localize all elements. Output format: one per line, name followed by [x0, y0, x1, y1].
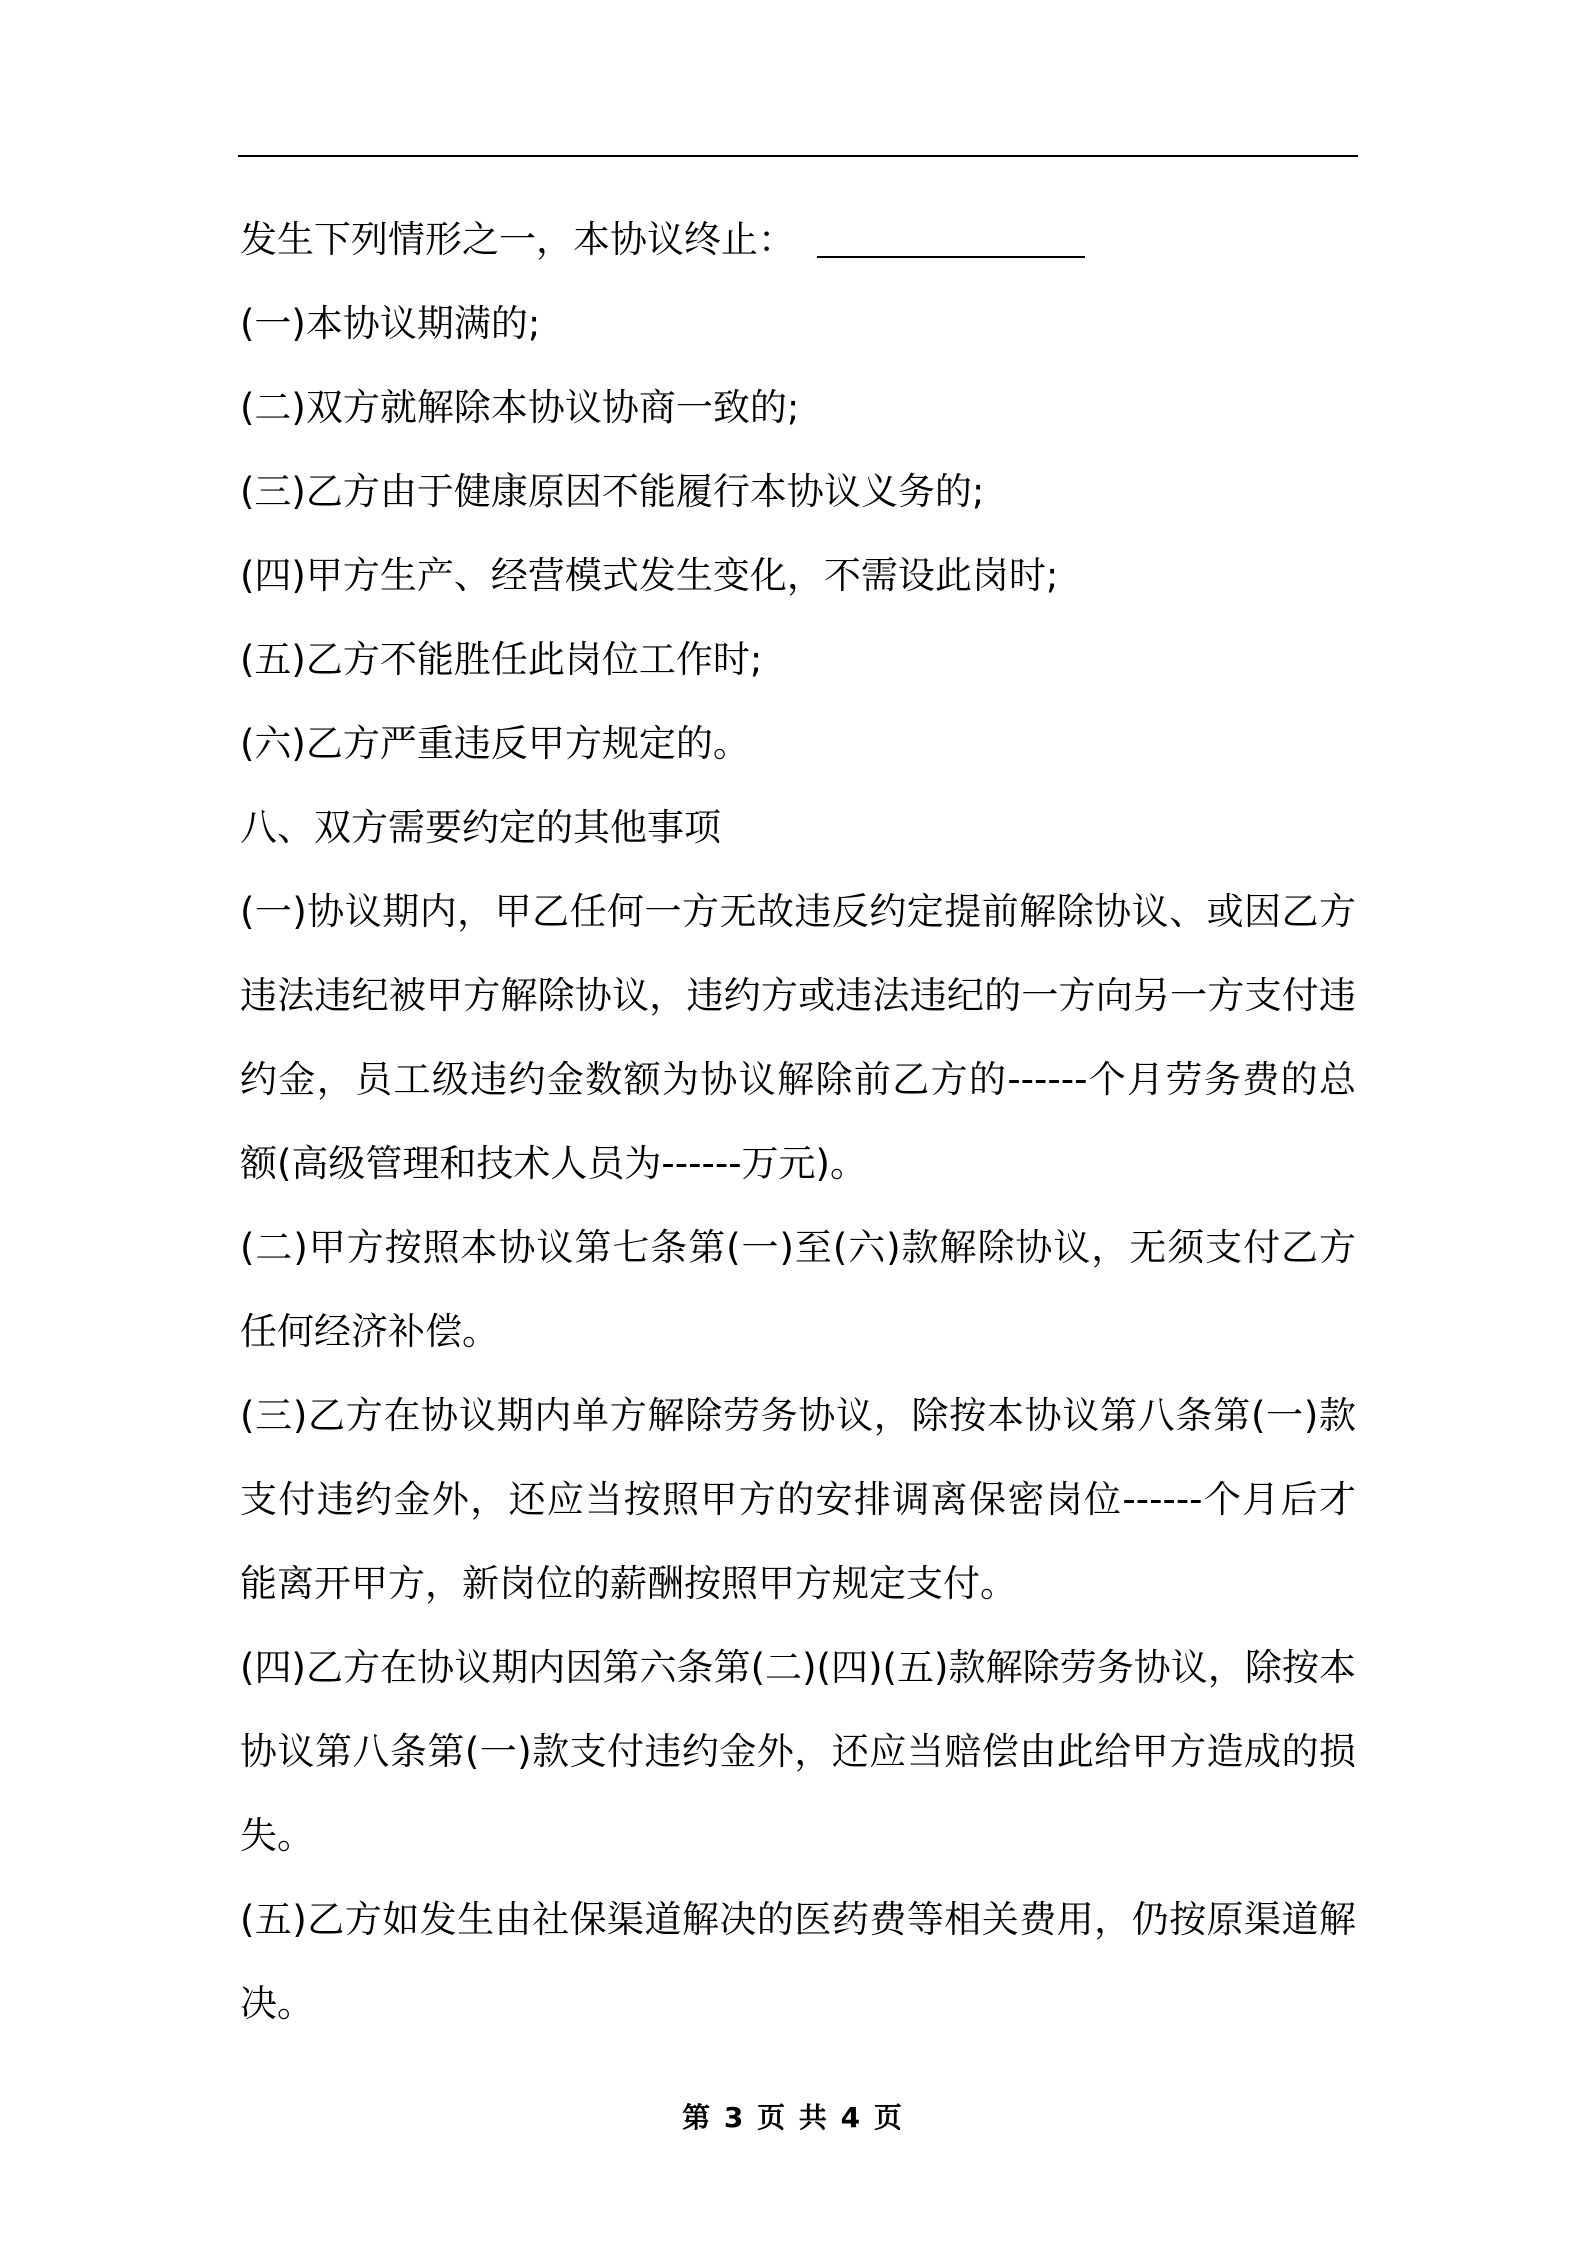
other-matters-item-3: (三)乙方在协议期内单方解除劳务协议，除按本协议第八条第(一)款支付违约金外，还应当按照甲方的安排调离保密岗位------个月后才能离开甲方，新岗位的薪酬按照甲方规定支付。 [240, 1394, 1356, 1605]
termination-intro [240, 198, 1356, 282]
termination-item-6: (六)乙方严重违反甲方规定的。 [240, 722, 750, 765]
fill-in-blank [817, 256, 1085, 258]
header-rule [238, 155, 1358, 157]
termination-item-2: (二)双方就解除本协议协商一致的; [240, 386, 800, 429]
other-matters-item-2: (二)甲方按照本协议第七条第(一)至(六)款解除协议，无须支付乙方任何经济补偿。 [240, 1226, 1356, 1353]
termination-item-1: (一)本协议期满的; [240, 302, 541, 345]
termination-item-3: (三)乙方由于健康原因不能履行本协议义务的; [240, 470, 985, 513]
section-heading-8: 八、双方需要约定的其他事项 [240, 806, 721, 849]
termination-item-5: (五)乙方不能胜任此岗位工作时; [240, 638, 763, 681]
termination-intro-text: 发生下列情形之一，本协议终止： [240, 218, 795, 261]
other-matters-item-5: (五)乙方如发生由社保渠道解决的医药费等相关费用，仍按原渠道解决。 [240, 1898, 1356, 2025]
document-body [240, 198, 1356, 2046]
other-matters-item-4: (四)乙方在协议期内因第六条第(二)(四)(五)款解除劳务协议，除按本协议第八条第(一)款支付违约金外，还应当赔偿由此给甲方造成的损失。 [240, 1646, 1356, 1857]
page-number: 第 3 页 共 4 页 [682, 2101, 904, 2134]
termination-item-4: (四)甲方生产、经营模式发生变化，不需设此岗时; [240, 554, 1059, 597]
other-matters-item-1: (一)协议期内，甲乙任何一方无故违反约定提前解除协议、或因乙方违法违纪被甲方解除协议，违约方或违法违纪的一方向另一方支付违约金，员工级违约金数额为协议解除前乙方的------个月劳务费的总额(高级管理和技术人员为------万元)。 [240, 890, 1356, 1185]
